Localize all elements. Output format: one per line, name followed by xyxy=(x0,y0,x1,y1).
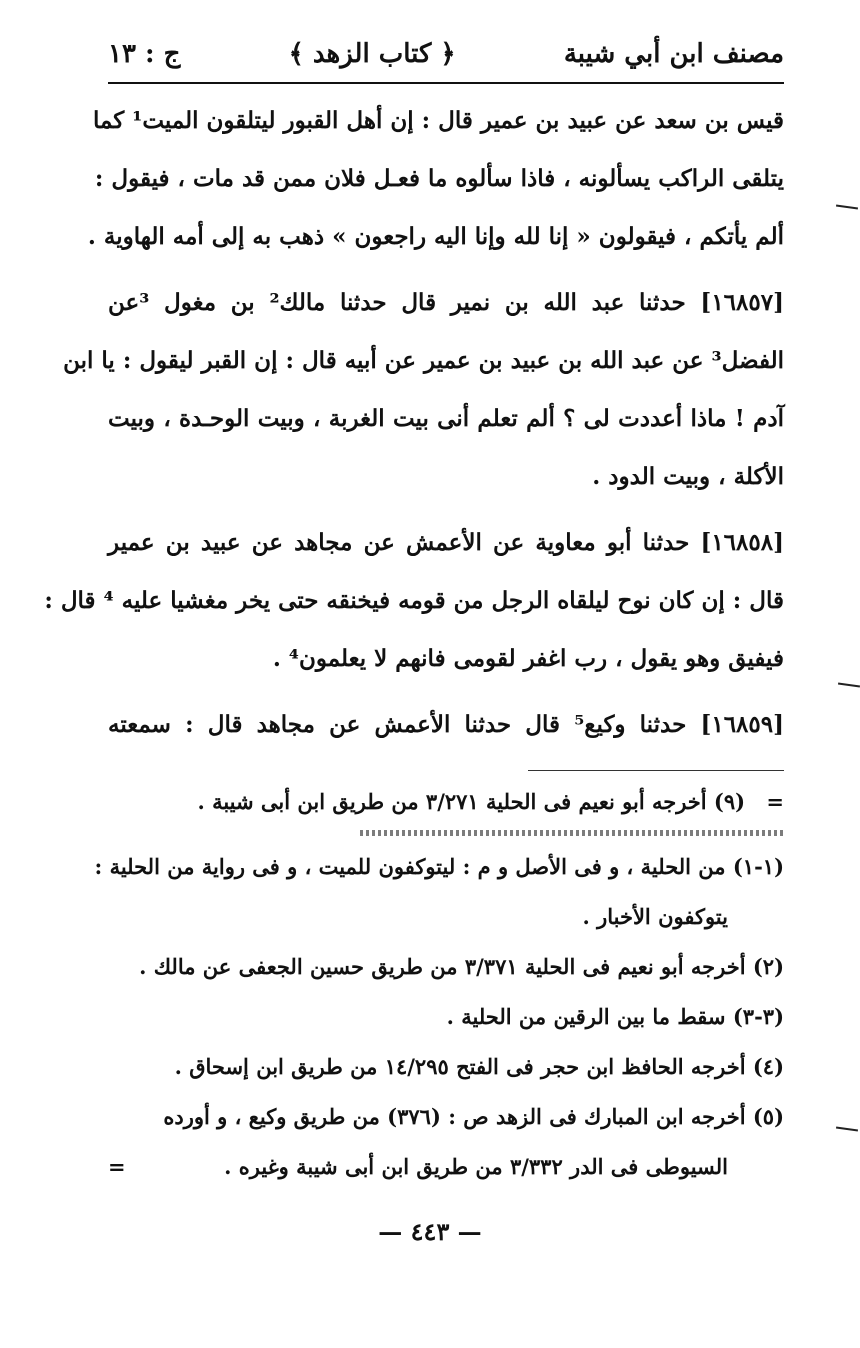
footnote: (١-١) من الحلية ، و فى الأصل و م : ليتوكفون للميت ، و فى رواية من الحلية : xyxy=(94,854,784,879)
main-text xyxy=(44,92,785,754)
text-line: قيس بن سعد عن عبيد بن عمير قال : إن أهل القبور ليتلقون الميت¹ كما xyxy=(92,107,784,134)
text-line: قال : إن كان نوح ليلقاه الرجل من قومه فيخنقه حتى يخر مغشيا عليه ⁴ قال : xyxy=(44,587,784,614)
footnote: (٥) أخرجه ابن المبارك فى الزهد ص : (٣٧٦) من طريق وكيع ، و أورده xyxy=(163,1104,784,1129)
continuation-mark: = xyxy=(766,789,784,814)
continuation-mark: = xyxy=(108,1154,126,1179)
page-number: — ٤٤٣ — xyxy=(378,1217,482,1246)
footnotes xyxy=(94,842,784,1192)
hadith-line: [١٦٨٥٧] حدثنا عبد الله بن نمير قال حدثنا مالك² بن مغول ³عن xyxy=(108,289,784,316)
header-chapter-title: ﴿ كتاب الزهد ﴾ xyxy=(288,39,456,69)
text-line: ألم يأتكم ، فيقولون « إنا لله وإنا اليه راجعون » ذهب به إلى أمه الهاوية . xyxy=(87,223,784,250)
footnote-continuation-text: (٩) أخرجه أبو نعيم فى الحلية ٣/٢٧١ من طريق ابن أبى شيبة . xyxy=(197,789,746,814)
footnote-wavy-divider xyxy=(360,830,784,836)
header-book-title: مصنف ابن أبي شيبة xyxy=(563,39,784,69)
text-line: يتلقى الراكب يسألونه ، فاذا سألوه ما فعـل فلان ممن قد مات ، فيقول : xyxy=(94,165,784,192)
footnote-continued-line xyxy=(108,1142,784,1192)
hadith-line: [١٦٨٥٩] حدثنا وكيع⁵ قال حدثنا الأعمش عن مجاهد قال : سمعته xyxy=(108,711,785,738)
text-line: الفضل³ عن عبد الله بن عبيد بن عمير عن أبيه قال : إن القبر ليقول : يا ابن xyxy=(63,347,784,374)
footnote-continued-line: يتوكفون الأخبار . xyxy=(582,904,728,929)
footnote: (٤) أخرجه الحافظ ابن حجر فى الفتح ١٤/٢٩٥ من طريق ابن إسحاق . xyxy=(174,1054,784,1079)
text-line: الأكلة ، وبيت الدود . xyxy=(592,463,784,490)
footnote: (٣-٣) سقط ما بين الرقين من الحلية . xyxy=(446,1004,784,1029)
text-line: آدم ! ماذا أعددت لى ؟ ألم تعلم أنى بيت الغربة ، وبيت الوحـدة ، وبيت xyxy=(108,405,784,432)
footnote: (٢) أخرجه أبو نعيم فى الحلية ٣/٣٧١ من طريق حسين الجعفى عن مالك . xyxy=(139,954,784,979)
hadith-line: [١٦٨٥٨] حدثنا أبو معاوية عن الأعمش عن مجاهد عن عبيد بن عمير xyxy=(108,529,784,556)
header-volume: ج : ١٣ xyxy=(108,39,181,69)
footnote-text: السيوطى فى الدر ٣/٣٣٢ من طريق ابن أبى شيبة وغيره . xyxy=(224,1154,728,1179)
footnote-continuation xyxy=(108,780,784,824)
running-header xyxy=(108,26,784,84)
footnote-separator xyxy=(528,770,784,771)
text-line: فيفيق وهو يقول ، رب اغفر لقومى فانهم لا يعلمون⁴ . xyxy=(272,645,784,672)
